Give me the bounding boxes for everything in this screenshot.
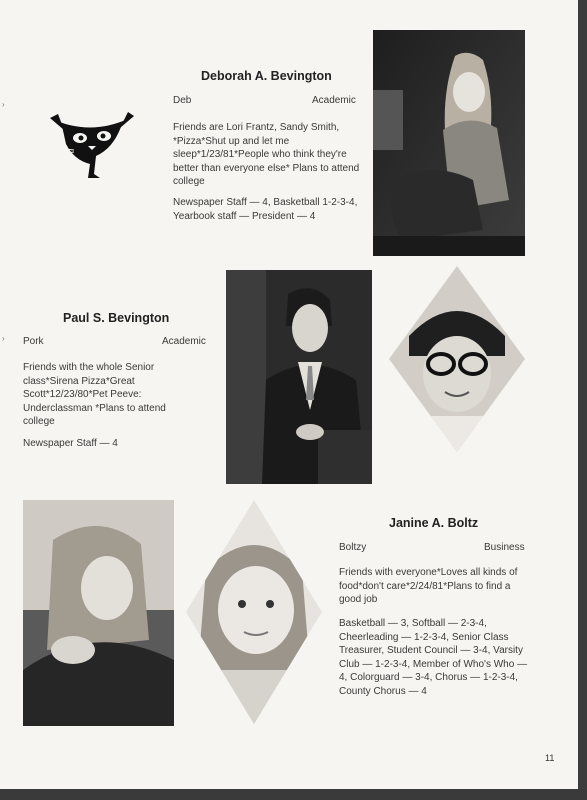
student-bio-janine: Friends with everyone*Loves all kinds of food*don't care*2/24/81*Plans to find a good job <box>339 567 518 605</box>
student-activities-deborah: Newspaper Staff — 4, Basketball 1-2-3-4, Yearbook staff — President — 4 <box>173 197 358 222</box>
student-name-paul: Paul S. Bevington <box>63 311 170 325</box>
student-nickname-janine: Boltzy <box>339 542 367 553</box>
page-number: 11 <box>545 753 555 763</box>
student-photo-deborah <box>373 30 525 256</box>
page-edge <box>578 0 587 800</box>
student-name-deborah: Deborah A. Bevington <box>201 69 332 83</box>
student-name-janine: Janine A. Boltz <box>389 516 479 530</box>
student-nickname-paul: Pork <box>23 336 44 347</box>
margin-mark: › <box>2 334 5 343</box>
student-photo-janine <box>23 500 174 726</box>
student-bio-paul: Friends with the whole Senior class*Sirena Pizza*Great Scott*12/23/80*Pet Peeve: Underclassman *Plans to attend college <box>23 362 166 427</box>
student-activities-janine: Basketball — 3, Softball — 2-3-4, Cheerleading — 1-2-3-4, Senior Class Treasurer, Student Council — 3-4, Varsity Club — 1-2-3-4, Member of Who's Who — 4, Colorguard — 3-4, Chorus — 1-2-3-4, County Chorus — 4 <box>339 618 528 697</box>
student-course-deborah: Academic <box>312 95 356 106</box>
student-photo-paul <box>226 270 372 484</box>
student-course-paul: Academic <box>162 336 206 347</box>
cat-mascot-logo <box>44 108 140 180</box>
childhood-photo-janine <box>186 500 322 724</box>
page-bottom-edge <box>0 789 587 800</box>
student-activities-paul: Newspaper Staff — 4 <box>23 438 118 449</box>
student-nickname-deborah: Deb <box>173 95 192 106</box>
student-course-janine: Business <box>484 542 525 553</box>
student-bio-deborah: Friends are Lori Frantz, Sandy Smith, *Pizza*Shut up and let me sleep*1/23/81*People who think they're better than everyone else* Plans to attend college <box>173 122 360 187</box>
childhood-photo-paul <box>389 266 525 452</box>
margin-mark: › <box>2 100 5 109</box>
